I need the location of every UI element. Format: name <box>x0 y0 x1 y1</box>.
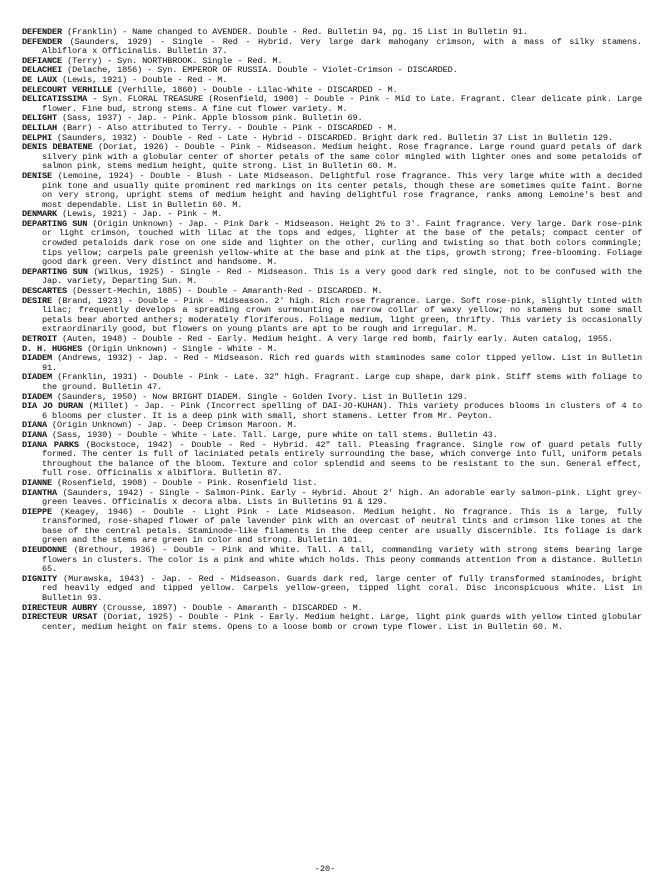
entry-text: (Lewis, 1921) - Double - Red - M. <box>57 74 228 85</box>
entry <box>22 508 642 546</box>
entry-text: (Saunders, 1942) - Single - Salmon-Pink. Early - Hybrid. About 2' high. An adorable early salmon-pink. Light grey-green leaves. Officinalis x decora alba. Lists in Bulletins 91 & 129. <box>42 487 642 508</box>
entry-name: DIRECTEUR AUBRY <box>22 602 98 613</box>
entry <box>22 575 642 604</box>
entry-name: DELACHEI <box>22 65 63 76</box>
entry-text: (Delache, 1856) - Syn. EMPEROR OF RUSSIA. Double - Violet-Crimson - DISCARDED. <box>62 65 458 76</box>
entry-text: (Doriat, 1925) - Double - Pink - Early. Medium height. Large, light pink guards with yellow tinted globular center, medium height on fair stems. Opens to a loose bomb or crown type flower. List in Bulletin 60. M. <box>42 612 642 632</box>
entry-name: DIADEM <box>22 372 53 383</box>
entry-name: DIANTHA <box>22 487 58 498</box>
entry-text: (Terry) - Syn. NORTHBROOK. Single - Red. M. <box>62 55 283 66</box>
entry-name: DESCARTES <box>22 286 68 297</box>
entry <box>22 220 642 268</box>
entry-name: DETROIT <box>22 334 58 344</box>
entry-name: DENISE <box>22 170 53 181</box>
entry <box>22 95 642 114</box>
entry-name: DIA JO DURAN <box>22 401 83 412</box>
entry-name: DIANA <box>22 429 48 440</box>
page-number: -20- <box>314 864 336 874</box>
entry <box>22 297 642 335</box>
entry-name: DEFENDER <box>22 36 63 47</box>
entry-text: (Saunders, 1950) - Now BRIGHT DIADEM. Single - Golden Ivory. List in Bulletin 129. <box>52 391 468 402</box>
entry-text: - Syn. FLORAL TREASURE (Rosenfield, 1900) - Double - Pink - Mid to Late. Fragrant. Clear delicate pink. Large flower. Fine bud, strong stems. A fine cut flower variety. M. <box>42 94 642 114</box>
entry <box>22 172 642 210</box>
entry-text: (Bockstoce, 1942) - Double - Red - Hybrid. 42" tall. Pleasing fragrance. Single row of guard petals fully formed. The center is full of laciniated petals entirely surrounding the base, which converge into full, uniform petals throughout the balance of the bloom. Texture and color splendid and seems to be resistant to the sun. General effect, full rose. Officinalis x albiflora. Bulletin 87. <box>42 439 643 479</box>
entry-text: (Origin Unknown) - Jap. - Pink Dark - Midseason. Height 2½ to 3'. Faint fragrance. Very large. Dark rose-pink or light crimson, touched with lilac at the tops and edges, lighter at the base of the petals; compact center of crowded petaloids dark rose on one side and lighter on the other, curling and twisting so that both colors commingle; tips yellow; carpels pale greenish yellow-white at the base and pink at the tips, growth strong; free-blooming. Foliage good dark green. Very distinct and handsome. M. <box>42 218 643 268</box>
entry-text: (Doriat, 1926) - Double - Pink - Midseason. Medium height. Rose fragrance. Large round guard petals of dark silvery pink with a globular center of shorter petals of the same color mingled with lighter ones and some petaloids of salmon pink, stems medium height, quite strong. List in Bulletin 60. M. <box>42 142 642 172</box>
entry-name: DIRECTEUR URSAT <box>22 612 98 623</box>
entry <box>22 143 642 172</box>
entry-name: DEPARTING SUN <box>22 266 88 277</box>
entry-text: (Rosenfield, 1908) - Double - Pink. Rosenfield list. <box>52 477 318 488</box>
entry-text: (Keagey, 1946) - Double - Light Pink - Late Midseason. Medium height. No fragrance. This is a large, fully transformed, rose-shaped flower of pale lavender pink with an overcast of neutral tints and crimson like tones at the base of the central petals. Staminode-like filaments in the deep center are usually discernible. Its foliage is dark green and the stems are green in color and strong. Bulletin 101. <box>42 506 642 546</box>
entry-name: DELPHI <box>22 132 53 143</box>
entry-name: DELICATISSIMA <box>22 94 88 105</box>
entry-text: (Verhille, 1860) - Double - Lilac-White - DISCARDED - M. <box>112 84 398 95</box>
entry-text: (Dessert-Mechin, 1885) - Double - Amaranth-Red - DISCARDED. M. <box>67 286 383 297</box>
entry-text: (Lemoine, 1924) - Double - Blush - Late Midseason. Delightful rose fragrance. This very large white with a decided pink tone and usually quite prominent red markings on its center petals, though these are sometimes quite faint. Borne on very strong, upright stems of medium height and having delightful rose fragrance, ranks among Lemoine's best and most dependable. List in Bulletin 60. M. <box>42 170 642 210</box>
entry-name: DIEUDONNE <box>22 545 68 556</box>
entry-text: (Auten, 1948) - Double - Red - Early. Medium height. A very large red bomb, fairly early. Auten catalog, 1955. <box>57 334 613 344</box>
entry-text: (Wilkus, 1925) - Single - Red - Midseason. This is a very good dark red single, not to be confused with the Jap. variety, Departing Sun. M. <box>42 266 642 287</box>
entry-name: DELIGHT <box>22 113 58 124</box>
entry <box>22 441 642 479</box>
entry <box>22 546 642 575</box>
entry-name: DESIRE <box>22 295 53 306</box>
entry-text: (Franklin, 1931) - Double - Pink - Late. 32" high. Fragrant. Large cup shape, dark pink. Stiff stems with foliage to the ground. Bulletin 47. <box>42 372 642 392</box>
entry-text: (Brand, 1923) - Double - Pink - Midseason. 2' high. Rich rose fragrance. Large. Soft rose-pink, slightly tinted with lilac; frequently develops a spreading crown surmounting a narrow collar of waxy yellow; no stamens but some small petals bear aborted anthers; moderately floriferous. Foliage medium, light green, thrifty. This variety is occasionally extraordinarily good, but flowers on young plants are apt to be rough and irregular. M. <box>42 295 642 335</box>
entry-text: (Crousse, 1897) - Double - Amaranth - DISCARDED - M. <box>97 602 363 613</box>
entry <box>22 613 642 632</box>
entry-name: DIEPPE <box>22 506 53 517</box>
entry <box>22 489 642 508</box>
entry-text: (Murawska, 1943) - Jap. - Red - Midseason. Guards dark red, large center of fully transformed staminodes, bright red heavily edged and tipped yellow. Carpels yellow-green, tipped light coral. Disc inconspicuous white. List in Bulletin 93. <box>42 573 642 604</box>
document-body <box>22 28 642 632</box>
entry <box>22 38 642 57</box>
entry <box>22 268 642 287</box>
entry-name: DENMARK <box>22 209 58 220</box>
entry-name: DIADEM <box>22 391 53 402</box>
entry-text: (Barr) - Also attributed to Terry. - Double - Pink - DISCARDED - M. <box>57 122 398 133</box>
entry-text: (Origin Unknown) - Jap. - Deep Crimson Maroon. M. <box>47 420 298 431</box>
entry-name: DENIS DEBATENE <box>22 142 93 153</box>
entry-text: (Lewis, 1921) - Jap. - Pink - M. <box>57 209 223 220</box>
entry-name: DIADEM <box>22 353 53 364</box>
entry-text: (Millet) - Jap. - Pink (Incorrect spelling of DAI-JO-KUHAN). This variety produces blooms in clusters of 4 to 6 blooms per cluster. It is a deep pink with small, short stamens. Letter from Mr. Peyton. <box>42 401 642 421</box>
entry-text: (Saunders, 1932) - Double - Red - Late - Hybrid - DISCARDED. Bright dark red. Bulletin 37 List in Bulletin 129. <box>52 132 613 143</box>
entry-name: DELILAH <box>22 122 58 133</box>
entry-text: (Andrews, 1932) - Jap. - Red - Midseason. Rich red guards with staminodes same color tipped yellow. List in Bulletin 91. <box>42 353 642 373</box>
entry-name: DIANA PARKS <box>22 439 79 450</box>
entry-name: DELECOURT VERHILLE <box>22 84 113 95</box>
entry-name: DEFIANCE <box>22 55 63 66</box>
entry-name: DIANA <box>22 420 48 431</box>
entry-text: (Franklin) - Name changed to AVENDER. Double - Red. Bulletin 94, pg. 15 List in Bulletin 91. <box>62 27 528 37</box>
entry-name: DEFENDER <box>22 27 63 37</box>
entry <box>22 402 642 421</box>
entry-text: (Sass, 1937) - Jap. - Pink. Apple blossom pink. Bulletin 69. <box>57 113 363 124</box>
entry-name: DIGNITY <box>22 573 58 584</box>
entry-text: (Sass, 1930) - Double - White - Late. Tall. Large, pure white on tall stems. Bulletin 43. <box>47 429 498 440</box>
entry <box>22 373 642 392</box>
entry-name: DEPARTING SUN <box>22 218 88 229</box>
entry <box>22 354 642 373</box>
entry-text: (Origin Unknown) - Single - White - M. <box>82 343 278 354</box>
entry-name: D. H. HUGHES <box>22 343 83 354</box>
entry-text: (Saunders, 1929) - Single - Red - Hybrid. Very large dark mahogany crimson, with a mass of silky stamens. Albiflora x Officinalis. Bulletin 37. <box>42 36 642 57</box>
entry-text: (Brethour, 1936) - Double - Pink and White. Tall. A tall, commanding variety with strong stems bearing large flowers in clusters. The color is a pink and white which holds. This peony commands attention from a distance. Bulletin 65. <box>42 545 642 575</box>
entry-name: DE LAUX <box>22 74 58 85</box>
entry-name: DIANNE <box>22 477 53 488</box>
